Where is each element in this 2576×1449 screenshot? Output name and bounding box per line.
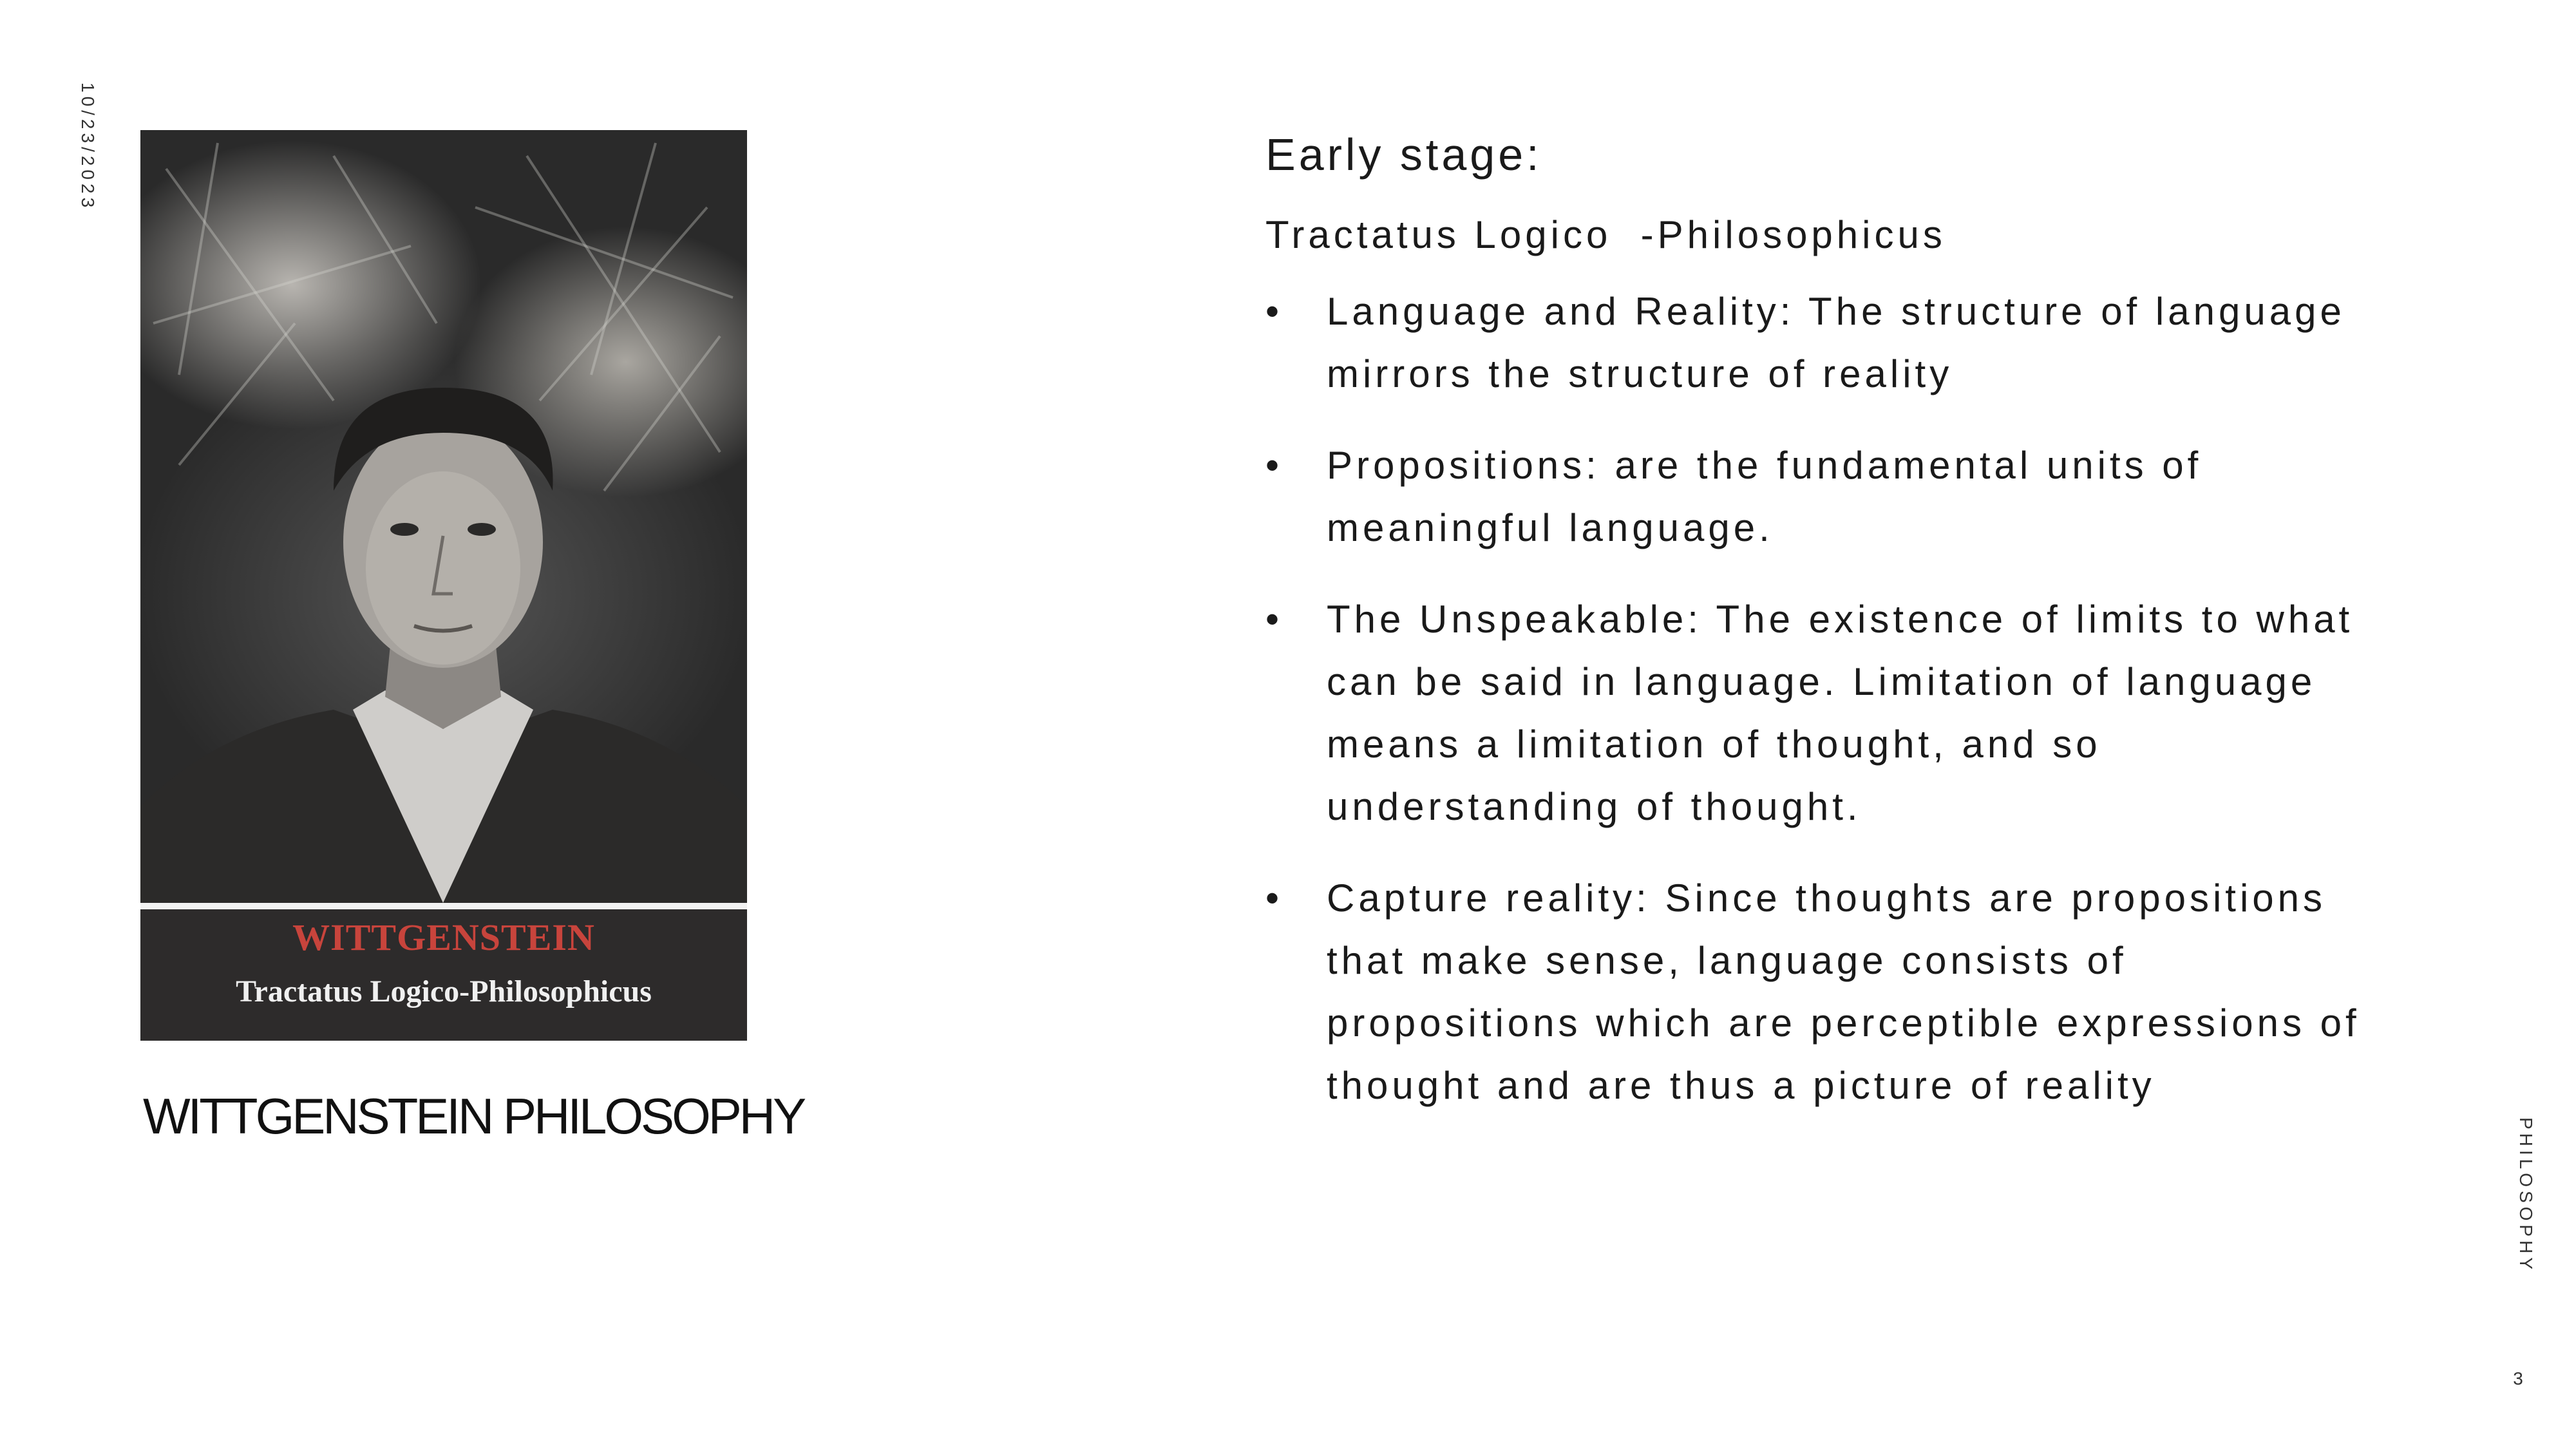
slide-date: 10/23/2023	[78, 82, 98, 212]
bullet-marker: •	[1265, 444, 1283, 487]
cover-title: WITTGENSTEIN	[292, 916, 595, 958]
bullet-marker: •	[1265, 290, 1283, 333]
bullet-text: Propositions: are the fundamental units of meaningful language.	[1327, 444, 2202, 549]
bullet-item	[1265, 434, 2360, 559]
bullet-item	[1265, 588, 2360, 838]
bullet-marker: •	[1265, 598, 1283, 641]
cover-divider	[140, 903, 747, 909]
portrait-photo	[140, 130, 747, 903]
content-column	[1265, 126, 2360, 1146]
bullet-list	[1265, 280, 2360, 1117]
bullet-marker: •	[1265, 876, 1283, 920]
section-heading: Early stage:	[1265, 129, 1542, 180]
section-subheading: Tractatus Logico -Philosophicus	[1265, 213, 1946, 256]
footer-label: PHILOSOPHY	[2516, 1117, 2536, 1274]
bullet-item	[1265, 280, 2360, 405]
cover-subtitle: Tractatus Logico-Philosophicus	[236, 974, 652, 1009]
portrait-illustration	[140, 130, 747, 903]
slide-title: WITTGENSTEIN PHILOSOPHY	[143, 1088, 804, 1144]
page-number: 3	[2513, 1368, 2523, 1388]
bullet-item	[1265, 867, 2360, 1117]
bullet-text: Language and Reality: The structure of language mirrors the structure of reality	[1327, 290, 2345, 395]
book-cover-image	[140, 130, 747, 1041]
bullet-text: Capture reality: Since thoughts are propositions that make sense, language consists of propositions which are perceptible expressions of thought and are thus a picture of reality	[1327, 876, 2360, 1107]
bullet-text: The Unspeakable: The existence of limits to what can be said in language. Limitation of language means a limitation of thought, and so understanding of thought.	[1327, 598, 2354, 828]
